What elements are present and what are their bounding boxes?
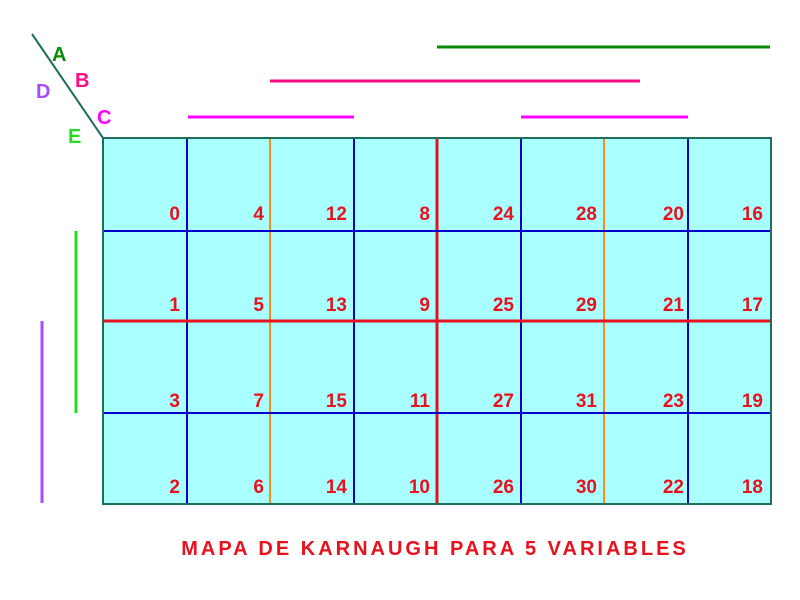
cell-minterm-25: 25 [492,295,514,316]
cell-minterm-16: 16 [741,204,763,225]
cell-minterm-11: 11 [409,391,430,412]
cell-minterm-9: 9 [419,295,430,316]
cell-minterm-20: 20 [662,204,684,225]
map-title: MAPA DE KARNAUGH PARA 5 VARIABLES [181,538,689,560]
cell-minterm-31: 31 [575,391,597,412]
cell-minterm-3: 3 [169,391,180,412]
cell-minterm-10: 10 [408,477,430,498]
cell-minterm-7: 7 [253,391,264,412]
cell-minterm-24: 24 [492,204,514,225]
cell-minterm-28: 28 [575,204,597,225]
cell-minterm-6: 6 [253,477,264,498]
variable-label-c: C [97,107,112,129]
variable-label-b: B [75,70,90,92]
cell-minterm-8: 8 [419,204,430,225]
cell-minterm-0: 0 [169,204,180,225]
cell-minterm-26: 26 [492,477,514,498]
cell-minterm-18: 18 [741,477,763,498]
cell-minterm-14: 14 [325,477,347,498]
variable-label-d: D [36,81,51,103]
cell-minterm-17: 17 [741,295,763,316]
cell-minterm-12: 12 [325,204,347,225]
cell-minterm-30: 30 [575,477,597,498]
cell-minterm-4: 4 [253,204,264,225]
cell-minterm-22: 22 [662,477,684,498]
cell-minterm-5: 5 [253,295,264,316]
cell-minterm-27: 27 [492,391,514,412]
cell-minterm-15: 15 [325,391,347,412]
cell-minterm-23: 23 [662,391,684,412]
cell-minterm-1: 1 [169,295,180,316]
cell-minterm-19: 19 [741,391,763,412]
cell-minterm-13: 13 [325,295,347,316]
cell-minterm-29: 29 [575,295,597,316]
cell-minterm-2: 2 [169,477,180,498]
variable-label-a: A [52,44,67,66]
variable-label-e: E [68,126,82,148]
cell-minterm-21: 21 [662,295,684,316]
